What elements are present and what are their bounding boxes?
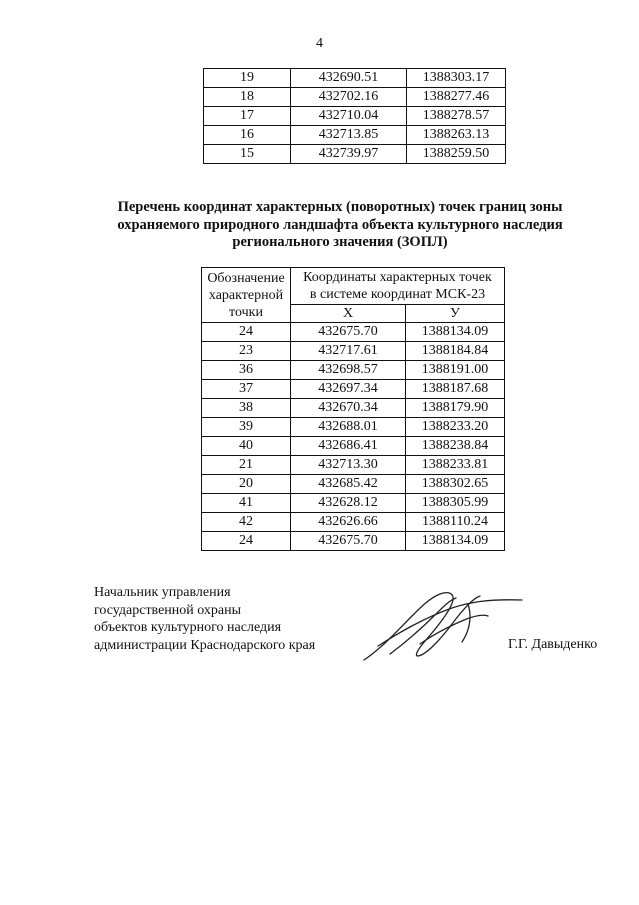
y-cell: 1388187.68 — [406, 380, 505, 399]
y-cell: 1388277.46 — [407, 88, 506, 107]
point-cell: 41 — [202, 494, 291, 513]
point-cell: 39 — [202, 418, 291, 437]
point-cell: 15 — [204, 145, 291, 164]
point-cell: 37 — [202, 380, 291, 399]
y-cell: 1388134.09 — [406, 323, 505, 342]
point-cell: 36 — [202, 361, 291, 380]
table-row — [202, 418, 505, 437]
table-row — [204, 126, 506, 145]
x-cell: 432685.42 — [291, 475, 406, 494]
y-cell: 1388184.84 — [406, 342, 505, 361]
point-cell: 24 — [202, 532, 291, 551]
point-cell: 42 — [202, 513, 291, 532]
y-cell: 1388278.57 — [407, 107, 506, 126]
x-cell: 432670.34 — [291, 399, 406, 418]
table-row — [202, 399, 505, 418]
table-row — [202, 361, 505, 380]
point-cell: 21 — [202, 456, 291, 475]
point-cell: 18 — [204, 88, 291, 107]
point-cell: 24 — [202, 323, 291, 342]
y-cell: 1388303.17 — [407, 69, 506, 88]
point-cell: 20 — [202, 475, 291, 494]
signatory-position — [94, 584, 315, 654]
position-line: Начальник управления — [94, 585, 231, 600]
y-cell: 1388263.13 — [407, 126, 506, 145]
table-row — [204, 69, 506, 88]
table-row — [204, 107, 506, 126]
y-column-header: У — [406, 305, 505, 323]
point-designation-header — [202, 268, 291, 323]
x-cell: 432675.70 — [291, 323, 406, 342]
page-number: 4 — [316, 36, 323, 51]
y-cell: 1388259.50 — [407, 145, 506, 164]
section-title — [95, 199, 585, 252]
table-row — [204, 88, 506, 107]
x-cell: 432739.97 — [291, 145, 407, 164]
x-cell: 432713.85 — [291, 126, 407, 145]
x-cell: 432717.61 — [291, 342, 406, 361]
x-cell: 432675.70 — [291, 532, 406, 551]
table-header-row — [202, 268, 505, 305]
position-line: объектов культурного наследия — [94, 620, 282, 635]
section-title-line: регионального значения (ЗОПЛ) — [232, 234, 448, 250]
y-cell: 1388233.20 — [406, 418, 505, 437]
y-cell: 1388110.24 — [406, 513, 505, 532]
y-cell: 1388179.90 — [406, 399, 505, 418]
y-cell: 1388238.84 — [406, 437, 505, 456]
table-row — [202, 494, 505, 513]
y-cell: 1388233.81 — [406, 456, 505, 475]
x-cell: 432702.16 — [291, 88, 407, 107]
point-cell: 23 — [202, 342, 291, 361]
x-cell: 432713.30 — [291, 456, 406, 475]
table-row — [202, 456, 505, 475]
x-cell: 432688.01 — [291, 418, 406, 437]
point-cell: 16 — [204, 126, 291, 145]
table-row — [204, 145, 506, 164]
x-column-header: X — [291, 305, 406, 323]
header-line: Координаты характерных точек — [303, 270, 492, 285]
header-line: в системе координат МСК-23 — [309, 287, 486, 302]
section-title-line: Перечень координат характерных (поворотных) точек границ зоны — [117, 199, 563, 215]
table-row — [202, 513, 505, 532]
x-cell: 432626.66 — [291, 513, 406, 532]
x-cell: 432628.12 — [291, 494, 406, 513]
y-cell: 1388134.09 — [406, 532, 505, 551]
header-line: Обозначение — [207, 270, 285, 286]
point-cell: 19 — [204, 69, 291, 88]
position-line: администрации Краснодарского края — [94, 637, 316, 653]
x-cell: 432698.57 — [291, 361, 406, 380]
header-line: точки — [229, 304, 263, 320]
x-cell: 432686.41 — [291, 437, 406, 456]
x-cell: 432697.34 — [291, 380, 406, 399]
handwritten-signature — [360, 586, 525, 666]
table-row — [202, 380, 505, 399]
table-row — [202, 475, 505, 494]
header-line: характерной — [208, 287, 284, 303]
continuation-coordinates-table — [203, 68, 506, 164]
y-cell: 1388305.99 — [406, 494, 505, 513]
point-cell: 38 — [202, 399, 291, 418]
point-cell: 40 — [202, 437, 291, 456]
table-row — [202, 532, 505, 551]
zopl-coordinates-table — [201, 267, 505, 551]
y-cell: 1388302.65 — [406, 475, 505, 494]
table-row — [202, 437, 505, 456]
table-row — [202, 323, 505, 342]
x-cell: 432690.51 — [291, 69, 407, 88]
coordinates-header — [291, 268, 505, 305]
position-line: государственной охраны — [94, 602, 242, 618]
signer-name: Г.Г. Давыденко — [508, 637, 598, 652]
y-cell: 1388191.00 — [406, 361, 505, 380]
x-cell: 432710.04 — [291, 107, 407, 126]
section-title-line: охраняемого природного ландшафта объекта культурного наследия — [117, 216, 563, 233]
table-row — [202, 342, 505, 361]
point-cell: 17 — [204, 107, 291, 126]
